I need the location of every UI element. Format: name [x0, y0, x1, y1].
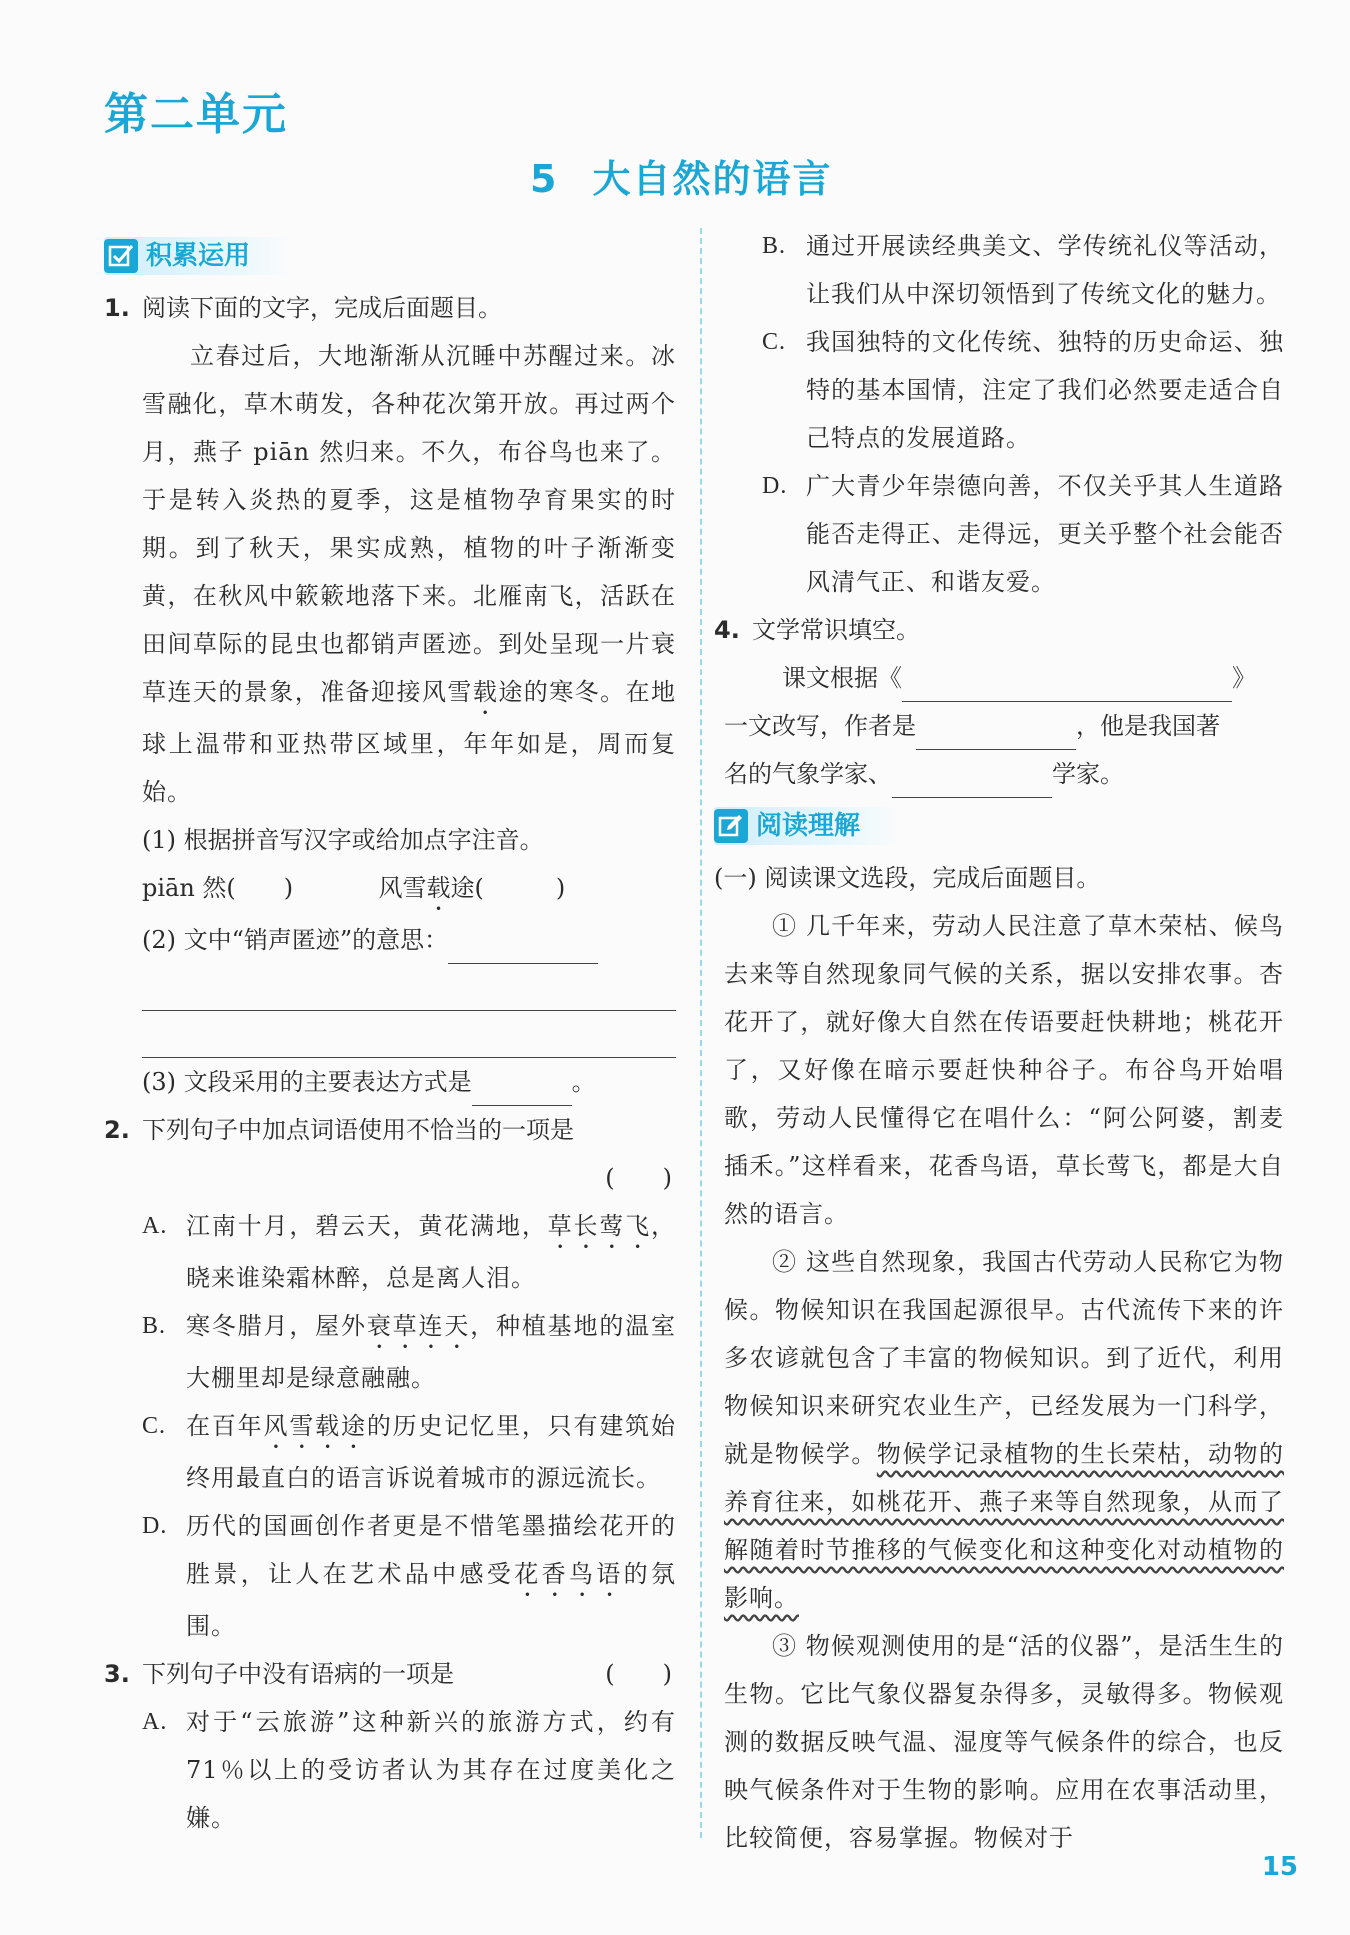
- unit-title: 第二单元: [104, 89, 288, 140]
- reading-intro: (一) 阅读课文选段，完成后面题目。: [714, 864, 1101, 892]
- column-divider: [700, 228, 702, 1838]
- answer-line[interactable]: [902, 671, 1232, 702]
- question-2-option-b[interactable]: B. 寒冬腊月，屋外衰草连天，种植基地的温室大棚里却是绿意融融。: [142, 1312, 677, 1392]
- question-1: [104, 284, 676, 332]
- pencil-box-icon: [714, 809, 748, 843]
- page-number: 15: [1261, 1852, 1298, 1882]
- section-reading: [714, 804, 1284, 848]
- section-accumulate: [104, 234, 676, 278]
- answer-line[interactable]: [142, 1011, 676, 1058]
- check-box-icon: [104, 239, 138, 273]
- question-4-line1: 课文根据《 》: [724, 654, 1284, 702]
- answer-line[interactable]: [448, 933, 598, 964]
- question-3-answer-paren[interactable]: ( ): [605, 1660, 672, 1688]
- question-2: [104, 1106, 676, 1154]
- question-1-sub3: (3) 文段采用的主要表达方式是 。: [104, 1058, 676, 1106]
- lesson-title: [530, 148, 832, 203]
- question-1-prompt: 阅读下面的文字，完成后面题目。: [142, 294, 502, 322]
- question-1-number: 1.: [104, 294, 130, 322]
- section-reading-label: 阅读理解: [756, 811, 861, 841]
- question-3-option-a[interactable]: A. 对于“云旅游”这种新兴的旅游方式，约有 71％以上的受访者认为其存在过度美化之嫌。: [142, 1708, 676, 1832]
- reading-paragraph-3: ③ 物候观测使用的是“活的仪器”，是活生生的生物。它比气象仪器复杂得多，灵敏得多。物候观测的数据反映气温、湿度等气候条件的综合，也反映气候条件对于生物的影响。应用在农事活动里，比较简便，容易掌握。物候对于: [724, 1632, 1284, 1852]
- underlined-sentence: 物候学记录植物的生长荣枯，动物的养育往来，如桃花开、燕子来等自然现象，从而了解随着时节推移的气候变化和这种变化对动植物的影响。: [724, 1440, 1285, 1612]
- answer-line[interactable]: [916, 719, 1076, 750]
- question-1-sub2: (2) 文中“销声匿迹”的意思：: [104, 916, 676, 964]
- answer-line[interactable]: [142, 964, 676, 1011]
- question-4-line2: 一文改写，作者是 ，他是我国著: [724, 702, 1284, 750]
- question-2-option-a[interactable]: A. 江南十月，碧云天，黄花满地，草长莺飞，晓来谁染霜林醉，总是离人泪。: [142, 1212, 677, 1292]
- question-3-prompt: 下列句子中没有语病的一项是 ( ): [142, 1650, 676, 1698]
- question-3-option-d[interactable]: D. 广大青少年崇德向善，不仅关乎其人生道路能否走得正、走得远，更关乎整个社会能否风清气正、和谐友爱。: [762, 472, 1284, 596]
- lesson-name: 大自然的语言: [592, 157, 833, 201]
- question-2-number: 2.: [104, 1116, 130, 1144]
- sub1-item-b[interactable]: 风雪载途( ): [378, 874, 566, 902]
- question-2-option-d[interactable]: D. 历代的国画创作者更是不惜笔墨描绘花开的胜景，让人在艺术品中感受花香鸟语的氛围。: [142, 1512, 677, 1640]
- question-4-line3: 名的气象学家、 学家。: [724, 750, 1284, 798]
- answer-line[interactable]: [472, 1075, 572, 1106]
- reading-paragraph-1: ① 几千年来，劳动人民注意了草木荣枯、候鸟去来等自然现象同气候的关系，据以安排农事。杏花开了，就好像大自然在传语要赶快耕地；桃花开了，又好像在暗示要赶快种谷子。布谷鸟开始唱歌，劳动人民懂得它在唱什么：“阿公阿婆，割麦插禾。”这样看来，花香鸟语，草长莺飞，都是大自然的语言。: [724, 912, 1284, 1228]
- question-1-passage: 立春过后，大地渐渐从沉睡中苏醒过来。冰雪融化，草木萌发，各种花次第开放。再过两个月，燕子 piān 然归来。不久，布谷鸟也来了。于是转入炎热的夏季，这是植物孕育果实的时期。到了秋天，果实成熟，植物的叶子渐渐变黄，在秋风中簌簌地落下来。北雁南飞，活跃在田间草际的昆虫也都销声匿迹。到处呈现一片衰草连天的景象，准备迎接风雪载途的寒冬。在地球上温带和亚热带区域里，年年如是，周而复始。: [142, 342, 677, 806]
- question-2-prompt: 下列句子中加点词语使用不恰当的一项是: [142, 1116, 574, 1144]
- left-column: [104, 228, 676, 1842]
- question-1-sub1: (1) 根据拼音写汉字或给加点字注音。: [142, 826, 544, 854]
- question-4-prompt: 文学常识填空。: [752, 616, 920, 644]
- question-2-option-c[interactable]: C. 在百年风雪载途的历史记忆里，只有建筑始终用最直白的语言诉说着城市的源远流长。: [142, 1412, 677, 1492]
- question-3-number: 3.: [104, 1660, 130, 1688]
- question-3: [104, 1650, 676, 1698]
- question-4-number: 4.: [714, 616, 740, 644]
- question-4: [714, 606, 1284, 654]
- question-3-option-c[interactable]: C. 我国独特的文化传统、独特的历史命运、独特的基本国情，注定了我们必然要走适合自己特点的发展道路。: [762, 328, 1284, 452]
- lesson-number: 5: [530, 157, 559, 201]
- sub1-item-a[interactable]: piān 然( ): [142, 874, 294, 902]
- question-3-option-b[interactable]: B. 通过开展读经典美文、学传统礼仪等活动，让我们从中深切领悟到了传统文化的魅力。: [762, 232, 1284, 308]
- right-column: [714, 222, 1285, 1862]
- section-accumulate-label: 积累运用: [146, 241, 251, 271]
- reading-paragraph-2: ② 这些自然现象，我国古代劳动人民称它为物候。物候知识在我国起源很早。古代流传下来的许多农谚就包含了丰富的物候知识。到了近代，利用物候知识来研究农业生产，已经发展为一门科学，就是物候学。物候学记录植物的生长荣枯，动物的养育往来，如桃花开、燕子来等自然现象，从而了解随着时节推移的气候变化和这种变化对动植物的影响。: [724, 1248, 1285, 1612]
- question-2-answer-paren[interactable]: ( ): [605, 1164, 672, 1192]
- answer-line[interactable]: [892, 767, 1052, 798]
- question-1-sub1-items: [104, 864, 676, 916]
